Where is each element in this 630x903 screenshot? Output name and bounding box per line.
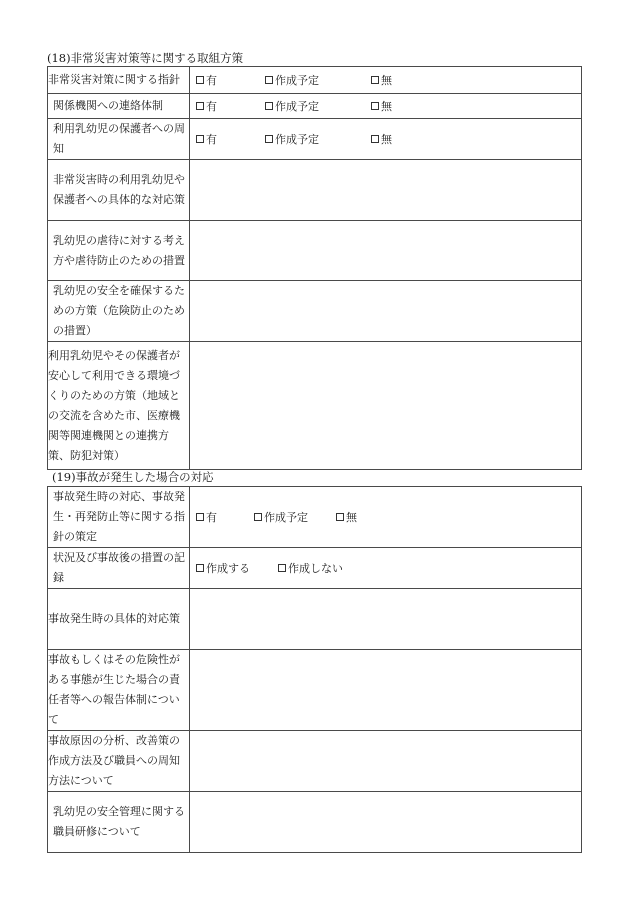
table-row [48,160,582,221]
checkbox-icon[interactable] [265,76,273,84]
table-row [48,342,582,470]
row-label: 状況及び事故後の措置の記録 [48,548,190,589]
checkbox-icon[interactable] [371,135,379,143]
answer-cell[interactable] [190,792,582,853]
checkbox-group [190,548,582,589]
checkbox-option[interactable]: 作成予定 [265,131,319,147]
answer-cell[interactable] [190,731,582,792]
table-row [48,650,582,731]
section-19-title: (19)事故が発生した場合の対応 [52,470,214,484]
checkbox-icon[interactable] [254,513,262,521]
checkbox-icon[interactable] [371,102,379,110]
checkbox-icon[interactable] [196,513,204,521]
row-label: 利用乳幼児の保護者への周知 [48,119,190,160]
section-18-title: (18)非常災害対策等に関する取組方策 [47,51,244,65]
row-label: 乳幼児の虐待に対する考え方や虐待防止のための措置 [48,221,190,281]
row-label: 関係機関への連絡体制 [48,94,190,119]
answer-cell[interactable] [190,342,582,470]
section-18-table [47,66,582,470]
checkbox-group [190,67,582,94]
checkbox-option[interactable]: 有 [196,72,217,88]
checkbox-option[interactable]: 無 [371,72,392,88]
row-label: 非常災害対策に関する指針 [48,67,190,94]
answer-cell[interactable] [190,281,582,342]
checkbox-group [190,94,582,119]
checkbox-group [190,119,582,160]
checkbox-option[interactable]: 無 [371,131,392,147]
answer-cell[interactable] [190,221,582,281]
row-label: 利用乳幼児やその保護者が安心して利用できる環境づくりのための方策（地域との交流を含めた市、医療機関等関連機関との連携方策、防犯対策） [48,342,190,470]
table-row [48,548,582,589]
row-label: 事故もしくはその危険性がある事態が生じた場合の責任者等への報告体制について [48,650,190,731]
row-label: 乳幼児の安全管理に関する職員研修について [48,792,190,853]
table-row [48,731,582,792]
answer-cell[interactable] [190,650,582,731]
checkbox-icon[interactable] [196,135,204,143]
row-label: 事故発生時の具体的対応策 [48,589,190,650]
checkbox-option[interactable]: 無 [371,98,392,114]
checkbox-option[interactable]: 作成する [196,560,250,576]
answer-cell[interactable] [190,589,582,650]
checkbox-option[interactable]: 作成予定 [254,509,308,525]
checkbox-icon[interactable] [278,564,286,572]
table-row [48,487,582,548]
row-label: 乳幼児の安全を確保するための方策（危険防止のための措置） [48,281,190,342]
table-row [48,67,582,94]
checkbox-option[interactable]: 作成予定 [265,72,319,88]
table-row [48,94,582,119]
checkbox-icon[interactable] [371,76,379,84]
table-row [48,221,582,281]
row-label: 事故発生時の対応、事故発生・再発防止等に関する指針の策定 [48,487,190,548]
checkbox-icon[interactable] [265,102,273,110]
checkbox-icon[interactable] [196,76,204,84]
section-19-table [47,486,582,853]
table-row [48,281,582,342]
checkbox-icon[interactable] [196,564,204,572]
row-label: 事故原因の分析、改善策の作成方法及び職員への周知方法について [48,731,190,792]
checkbox-option[interactable]: 無 [336,509,357,525]
checkbox-option[interactable]: 有 [196,509,217,525]
row-label: 非常災害時の利用乳幼児や保護者への具体的な対応策 [48,160,190,221]
checkbox-icon[interactable] [265,135,273,143]
checkbox-option[interactable]: 作成しない [278,560,343,576]
checkbox-group [190,487,582,548]
answer-cell[interactable] [190,160,582,221]
checkbox-icon[interactable] [196,102,204,110]
checkbox-option[interactable]: 有 [196,98,217,114]
checkbox-option[interactable]: 有 [196,131,217,147]
table-row [48,792,582,853]
table-row [48,589,582,650]
table-row [48,119,582,160]
checkbox-option[interactable]: 作成予定 [265,98,319,114]
checkbox-icon[interactable] [336,513,344,521]
